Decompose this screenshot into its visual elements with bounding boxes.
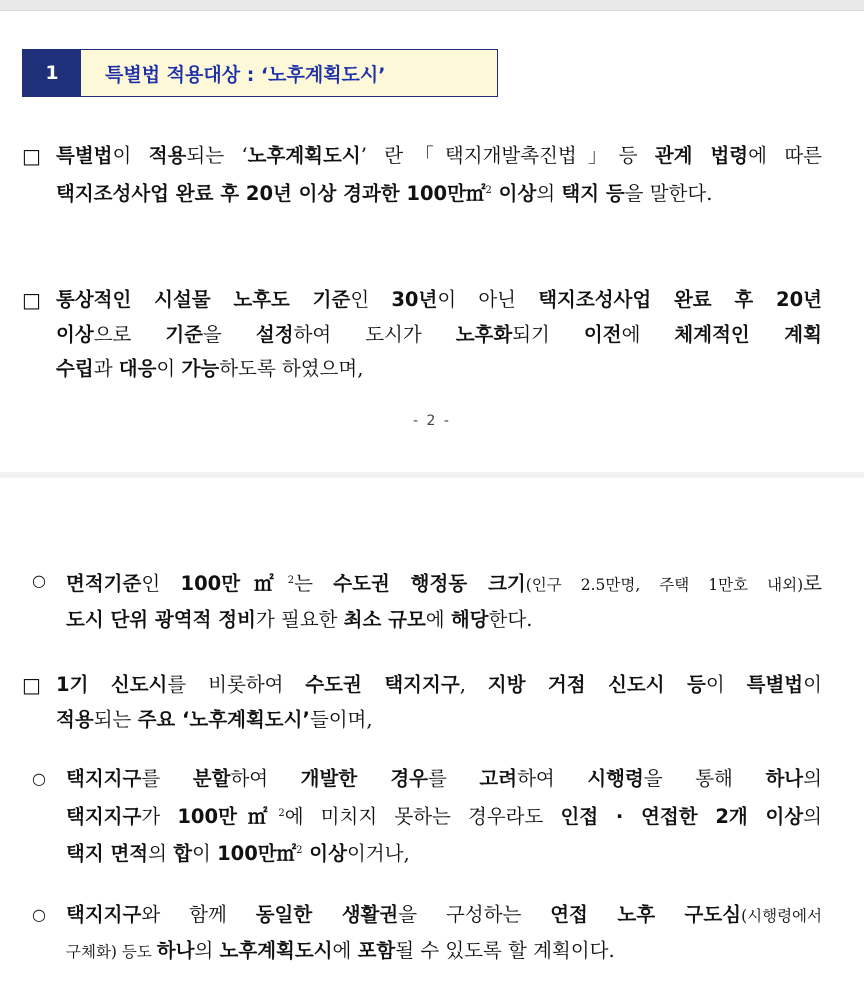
paragraph-targets — [22, 668, 822, 737]
text-line: 특별법이 적용되는 ‘노후계획도시’ 란「택지개발촉진법」등 관계 법령에 따른 — [56, 144, 822, 167]
document-page-3 — [0, 478, 864, 996]
text-line: 택지 면적의 합이 100만㎡$^2$ 이상이거나, — [66, 842, 410, 865]
document-page-2 — [0, 10, 864, 472]
text-line: 이상으로 기준을 설정하여 도시가 노후화되기 이전에 체계적인 계획 — [56, 322, 822, 346]
text-line: 적용되는 주요 ‘노후계획도시’들이며, — [56, 707, 373, 731]
text-line: 수립과 대응이 가능하도록 하였으며, — [56, 357, 364, 380]
paragraph-old-downtown — [22, 898, 822, 969]
box-bullet: □ — [22, 288, 41, 312]
paragraph-definition — [22, 139, 822, 211]
box-bullet: □ — [22, 673, 41, 697]
text-line: 택지지구를 분할하여 개발한 경우를 고려하여 시행령을 통해 하나의 — [66, 767, 822, 790]
circle-bullet: ○ — [32, 571, 46, 590]
circle-bullet: ○ — [32, 905, 46, 924]
paragraph-split-districts — [22, 762, 822, 872]
text-line: 택지조성사업 완료 후 20년 이상 경과한 100만㎡$^2$ 이상의 택지 등을 말한다. — [56, 181, 713, 205]
text-line: 면적기준인 100만㎡$^2$는 수도권 행정동 크기(인구 2.5만명, 주택 1만호 내외)로 — [66, 572, 822, 595]
paragraph-area-criteria — [22, 564, 822, 637]
paragraph-criteria — [22, 283, 822, 387]
section-title: 특별법 적용대상 : ‘노후계획도시’ — [81, 50, 497, 96]
top-divider — [0, 0, 864, 10]
text-line: 도시 단위 광역적 정비가 필요한 최소 규모에 해당한다. — [66, 607, 533, 631]
section-number: 1 — [23, 50, 81, 96]
page-number: - 2 - — [413, 413, 451, 429]
circle-bullet: ○ — [32, 769, 46, 788]
section-header — [22, 49, 498, 97]
text-line: 1기 신도시를 비롯하여 수도권 택지지구, 지방 거점 신도시 등이 특별법이 — [56, 673, 822, 696]
box-bullet: □ — [22, 144, 41, 168]
text-line: 구체화) 등도 하나의 노후계획도시에 포함될 수 있도록 할 계획이다. — [66, 938, 615, 962]
text-line: 택지지구가 100만㎡$^2$에 미치지 못하는 경우라도 인접 · 연접한 2개 이상의 — [66, 804, 822, 828]
text-line: 통상적인 시설물 노후도 기준인 30년이 아닌 택지조성사업 완료 후 20년 — [56, 288, 822, 311]
text-line: 택지지구와 함께 동일한 생활권을 구성하는 연접 노후 구도심(시행령에서 — [66, 903, 822, 926]
